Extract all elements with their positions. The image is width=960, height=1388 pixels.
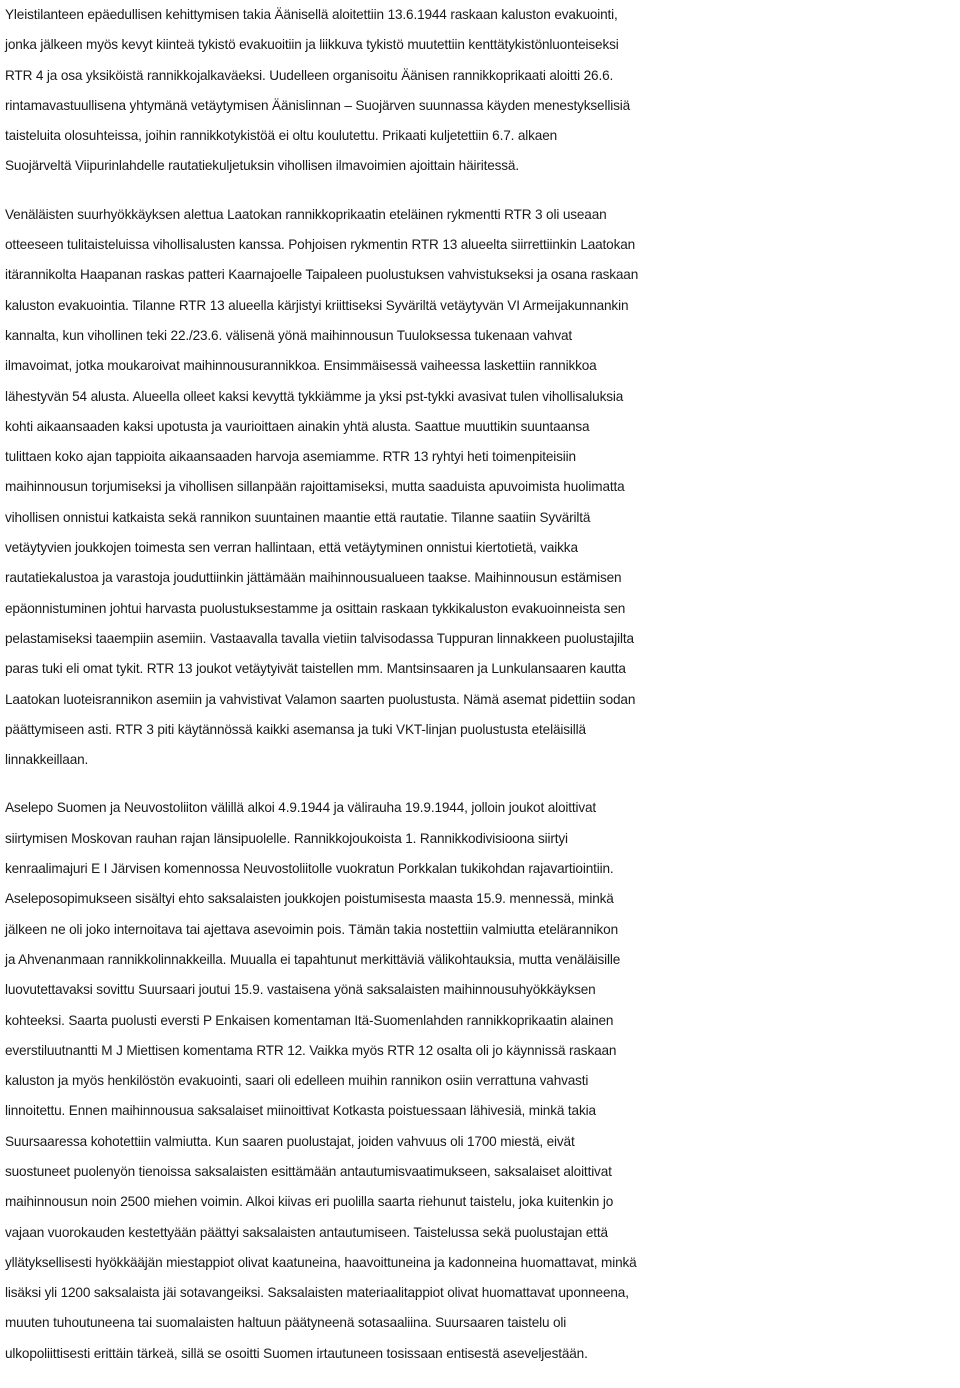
text-line: suostuneet puolenyön tienoissa saksalaisten esittämään antautumisvaatimukseen, saksalaiset aloittivat bbox=[5, 1163, 612, 1179]
text-line: ja Ahvenanmaan rannikkolinnakkeilla. Muualla ei tapahtunut merkittäviä välikohtauksia, mutta venäläisille bbox=[5, 951, 621, 967]
paragraph-gap bbox=[5, 775, 960, 793]
text-line: päättymiseen asti. RTR 3 piti käytännössä kaikki asemansa ja tuki VKT-linjan puolustusta eteläisillä bbox=[5, 721, 586, 737]
text-line: kenraalimajuri E I Järvisen komennossa Neuvostoliitolle vuokratun Porkkalan tukikohdan rajavartiointiin. bbox=[5, 861, 614, 877]
text-line: kaluston evakuointia. Tilanne RTR 13 alueella kärjistyi kriittiseksi Syväriltä vetäytyvän VI Armeijakunnankin bbox=[5, 297, 629, 313]
text-line: kohteeksi. Saarta puolusti eversti P Enkaisen komentaman Itä-Suomenlahden rannikkoprikaatin alainen bbox=[5, 1012, 614, 1028]
paragraph-laatokka-offensive bbox=[5, 200, 960, 776]
text-line: Aseleposopimukseen sisältyi ehto saksalaisten joukkojen poistumisesta maasta 15.9. mennessä, minkä bbox=[5, 891, 614, 907]
text-line: kohti aikaansaaden kaksi upotusta ja vaurioittaen ainakin yhtä alusta. Saattue muuttikin suuntaansa bbox=[5, 418, 590, 434]
text-line: jälkeen ne oli joko internoitava tai ajettava asevoimin pois. Tämän takia nostettiin valmiutta etelärannikon bbox=[5, 921, 618, 937]
text-line: yllätyksellisesti hyökkääjän miestappiot olivat kaatuneina, haavoittuneina ja kadonneina huomattavat, minkä bbox=[5, 1254, 637, 1270]
text-line: jonka jälkeen myös kevyt kiinteä tykistö evakuoitiin ja liikkuva tykistö muutettiin kenttätykistönluonteiseksi bbox=[5, 37, 619, 53]
paragraph-gap bbox=[5, 182, 960, 200]
text-line: luovutettavaksi sovittu Suursaari joutui 15.9. vastaisena yönä saksalaisten maihinnousuhyökkäyksen bbox=[5, 982, 596, 998]
text-line: Laatokan luoteisrannikon asemiin ja vahvistivat Valamon saarten puolustusta. Nämä asemat pidettiin sodan bbox=[5, 691, 636, 707]
text-line: paras tuki eli omat tykit. RTR 13 joukot vetäytyivät taistellen mm. Mantsinsaaren ja Lunkulansaaren kautta bbox=[5, 661, 626, 677]
text-line: everstiluutnantti M J Miettisen komentama RTR 12. Vaikka myös RTR 12 osalta oli jo käynnissä raskaan bbox=[5, 1042, 617, 1058]
text-line: rintamavastuullisena yhtymänä vetäytymisen Äänislinnan – Suojärven suunnassa käyden menestyksellisiä bbox=[5, 97, 631, 113]
text-line: vihollisen onnistui katkaista sekä rannikon suuntainen maantie että rautatie. Tilanne saatiin Syväriltä bbox=[5, 509, 591, 525]
text-line: linnoitettu. Ennen maihinnousua saksalaiset miinoittivat Kotkasta poistuessaan lähivesiä, minkä takia bbox=[5, 1103, 596, 1119]
text-line: Yleistilanteen epäedullisen kehittymisen takia Äänisellä aloitettiin 13.6.1944 raskaan kaluston evakuointi, bbox=[5, 7, 618, 22]
text-line: lähestyvän 54 alusta. Alueella olleet kaksi kevyttä tykkiämme ja yksi pst-tykki avasivat tulen vihollisaluksia bbox=[5, 388, 624, 404]
text-line: itärannikolta Haapanan raskas patteri Kaarnajoelle Taipaleen puolustuksen vahvistukseksi ja osana raskaan bbox=[5, 267, 639, 283]
paragraph-armistice-suursaari bbox=[5, 793, 960, 1369]
text-line: kaluston ja myös henkilöstön evakuointi, saari oli edelleen muihin rannikon osiin verrattuna vahvasti bbox=[5, 1073, 589, 1089]
document-page bbox=[5, 0, 960, 1369]
text-line: Venäläisten suurhyökkäyksen alettua Laatokan rannikkoprikaatin eteläinen rykmentti RTR 3 oli useaan bbox=[5, 206, 607, 222]
text-line: lisäksi yli 1200 saksalaista jäi sotavangeiksi. Saksalaisten materiaalitappiot olivat huomattavat uponneena, bbox=[5, 1285, 629, 1301]
text-line: RTR 4 ja osa yksiköistä rannikkojalkaväeksi. Uudelleen organisoitu Äänisen rannikkoprikaati aloitti 26.6. bbox=[5, 67, 614, 83]
text-line: kannalta, kun vihollinen teki 22./23.6. välisenä yönä maihinnousun Tuuloksessa tukenaan vahvat bbox=[5, 327, 573, 343]
text-line: otteeseen tulitaisteluissa vihollisalusten kanssa. Pohjoisen rykmentin RTR 13 alueelta siirrettiinkin Laatokan bbox=[5, 237, 636, 253]
text-line: rautatiekalustoa ja varastoja jouduttiinkin jättämään maihinnousualueen taakse. Maihinnousun estämisen bbox=[5, 570, 622, 586]
text-line: Suursaaressa kohotettiin valmiutta. Kun saaren puolustajat, joiden vahvuus oli 1700 miestä, eivät bbox=[5, 1133, 575, 1149]
text-line: vetäytyvien joukkojen toimesta sen verran hallintaan, että vetäytyminen onnistui kiertotietä, vaikka bbox=[5, 540, 578, 556]
text-line: tulittaen koko ajan tappioita aikaansaaden harvoja asemiamme. RTR 13 ryhtyi heti toimenpiteisiin bbox=[5, 449, 576, 465]
text-line: muuten tuhoutuneena tai suomalaisten haltuun päätyneenä sotasaaliina. Suursaaren taistelu oli bbox=[5, 1315, 567, 1331]
text-line: ulkopoliittisesti erittäin tärkeä, sillä se osoitti Suomen irtautuneen tosissaan entisestä aseveljestään. bbox=[5, 1345, 588, 1361]
paragraph-evacuation-aanislinna bbox=[5, 0, 960, 182]
text-line: maihinnousun torjumiseksi ja vihollisen sillanpään rajoittamiseksi, mutta saaduista apuvoimista huolimatta bbox=[5, 479, 625, 495]
text-line: epäonnistuminen johtui harvasta puolustuksestamme ja osittain raskaan tykkikaluston evakuoinneista sen bbox=[5, 600, 626, 616]
text-line: Suojärveltä Viipurinlahdelle rautatiekuljetuksin vihollisen ilmavoimien ajoittain häiritessä. bbox=[5, 158, 519, 174]
text-line: pelastamiseksi taaempiin asemiin. Vastaavalla tavalla vietiin talvisodassa Tuppuran linnakkeen puolustajilta bbox=[5, 630, 634, 646]
text-line: vajaan vuorokauden kestettyään päättyi saksalaisten antautumiseen. Taistelussa sekä puolustajan että bbox=[5, 1224, 608, 1240]
text-line: taisteluita olosuhteissa, joihin rannikkotykistöä ei oltu koulutettu. Prikaati kuljetettiin 6.7. alkaen bbox=[5, 128, 558, 144]
text-line: ilmavoimat, jotka moukaroivat maihinnousurannikkoa. Ensimmäisessä vaiheessa laskettiin rannikkoa bbox=[5, 358, 597, 374]
text-line: Aselepo Suomen ja Neuvostoliiton välillä alkoi 4.9.1944 ja välirauha 19.9.1944, jolloin joukot aloittivat bbox=[5, 800, 597, 816]
text-line: linnakkeillaan. bbox=[5, 752, 89, 768]
text-line: maihinnousun noin 2500 miehen voimin. Alkoi kiivas eri puolilla saarta riehunut taistelu, joka kuitenkin jo bbox=[5, 1194, 614, 1210]
text-line: siirtymisen Moskovan rauhan rajan länsipuolelle. Rannikkojoukoista 1. Rannikkodivisioona siirtyi bbox=[5, 830, 568, 846]
